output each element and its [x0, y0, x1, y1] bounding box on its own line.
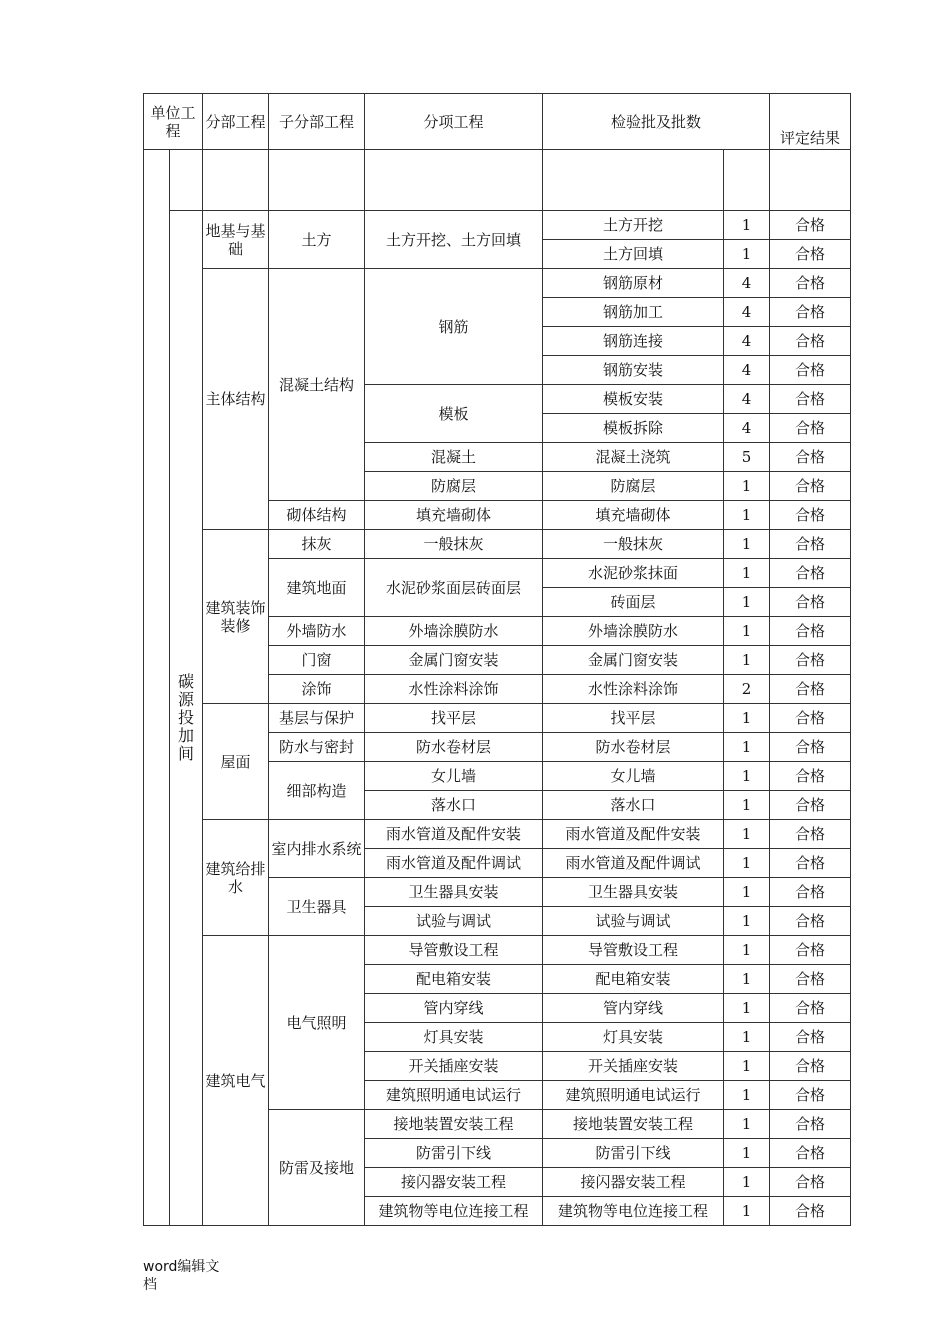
result-cell: 合格 [770, 1139, 851, 1168]
count-cell: 1 [724, 530, 770, 559]
item-cell: 一般抹灰 [365, 530, 543, 559]
result-cell: 合格 [770, 1081, 851, 1110]
item-cell: 接地装置安装工程 [365, 1110, 543, 1139]
subdivision-cell: 卫生器具 [269, 878, 365, 936]
division-cell: 屋面 [203, 704, 269, 820]
result-cell: 合格 [770, 646, 851, 675]
item-cell: 水泥砂浆面层砖面层 [365, 559, 543, 617]
count-cell: 1 [724, 994, 770, 1023]
result-cell: 合格 [770, 791, 851, 820]
batch-cell: 管内穿线 [543, 994, 724, 1023]
result-cell: 合格 [770, 356, 851, 385]
result-cell: 合格 [770, 269, 851, 298]
count-cell: 1 [724, 704, 770, 733]
subdivision-cell: 建筑地面 [269, 559, 365, 617]
count-cell: 1 [724, 733, 770, 762]
batch-cell: 模板安装 [543, 385, 724, 414]
count-cell: 1 [724, 791, 770, 820]
result-cell: 合格 [770, 588, 851, 617]
count-cell: 1 [724, 1081, 770, 1110]
header-subdivision: 子分部工程 [269, 94, 365, 150]
blank-row [144, 150, 851, 211]
count-cell: 1 [724, 1023, 770, 1052]
count-cell: 1 [724, 849, 770, 878]
item-cell: 金属门窗安装 [365, 646, 543, 675]
batch-cell: 金属门窗安装 [543, 646, 724, 675]
count-cell: 1 [724, 907, 770, 936]
item-cell: 建筑物等电位连接工程 [365, 1197, 543, 1226]
subdivision-cell: 抹灰 [269, 530, 365, 559]
result-cell: 合格 [770, 1197, 851, 1226]
table-row [144, 530, 851, 559]
batch-cell: 防水卷材层 [543, 733, 724, 762]
count-cell: 1 [724, 211, 770, 240]
table-row [144, 211, 851, 240]
header-unit: 单位工程 [144, 94, 203, 150]
header-division: 分部工程 [203, 94, 269, 150]
batch-cell: 钢筋加工 [543, 298, 724, 327]
batch-cell: 一般抹灰 [543, 530, 724, 559]
result-cell: 合格 [770, 617, 851, 646]
item-cell: 防腐层 [365, 472, 543, 501]
result-cell: 合格 [770, 1110, 851, 1139]
count-cell: 1 [724, 501, 770, 530]
table-row [144, 269, 851, 298]
header-row [144, 94, 851, 150]
batch-cell: 卫生器具安装 [543, 878, 724, 907]
batch-cell: 女儿墙 [543, 762, 724, 791]
batch-cell: 钢筋安装 [543, 356, 724, 385]
division-cell: 建筑给排水 [203, 820, 269, 936]
item-cell: 找平层 [365, 704, 543, 733]
batch-cell: 水性涂料涂饰 [543, 675, 724, 704]
batch-cell: 雨水管道及配件调试 [543, 849, 724, 878]
division-cell: 建筑装饰装修 [203, 530, 269, 704]
count-cell: 1 [724, 878, 770, 907]
count-cell: 1 [724, 617, 770, 646]
blank-cell [543, 150, 724, 211]
count-cell: 1 [724, 559, 770, 588]
subdivision-cell: 细部构造 [269, 762, 365, 820]
item-cell: 试验与调试 [365, 907, 543, 936]
result-cell: 合格 [770, 240, 851, 269]
result-cell: 合格 [770, 907, 851, 936]
batch-cell: 砖面层 [543, 588, 724, 617]
count-cell: 1 [724, 1052, 770, 1081]
subdivision-cell: 外墙防水 [269, 617, 365, 646]
batch-cell: 钢筋连接 [543, 327, 724, 356]
subdivision-cell: 门窗 [269, 646, 365, 675]
result-cell: 合格 [770, 385, 851, 414]
item-cell: 雨水管道及配件安装 [365, 820, 543, 849]
batch-cell: 土方回填 [543, 240, 724, 269]
count-cell: 2 [724, 675, 770, 704]
result-cell: 合格 [770, 414, 851, 443]
item-cell: 卫生器具安装 [365, 878, 543, 907]
subdivision-cell: 电气照明 [269, 936, 365, 1110]
count-cell: 1 [724, 1168, 770, 1197]
subdivision-cell: 防水与密封 [269, 733, 365, 762]
result-cell: 合格 [770, 327, 851, 356]
batch-cell: 灯具安装 [543, 1023, 724, 1052]
result-cell: 合格 [770, 530, 851, 559]
batch-cell: 导管敷设工程 [543, 936, 724, 965]
item-cell: 落水口 [365, 791, 543, 820]
count-cell: 1 [724, 1197, 770, 1226]
blank-cell [770, 150, 851, 211]
result-cell: 合格 [770, 1168, 851, 1197]
item-cell: 防水卷材层 [365, 733, 543, 762]
item-cell: 开关插座安装 [365, 1052, 543, 1081]
batch-cell: 雨水管道及配件安装 [543, 820, 724, 849]
item-cell: 配电箱安装 [365, 965, 543, 994]
item-cell: 接闪器安装工程 [365, 1168, 543, 1197]
item-cell: 钢筋 [365, 269, 543, 385]
batch-cell: 配电箱安装 [543, 965, 724, 994]
batch-cell: 混凝土浇筑 [543, 443, 724, 472]
header-batch: 检验批及批数 [543, 94, 770, 150]
result-cell: 合格 [770, 559, 851, 588]
subdivision-cell: 混凝土结构 [269, 269, 365, 501]
count-cell: 4 [724, 385, 770, 414]
subdivision-cell: 防雷及接地 [269, 1110, 365, 1226]
item-cell: 导管敷设工程 [365, 936, 543, 965]
subdivision-cell: 砌体结构 [269, 501, 365, 530]
result-cell: 合格 [770, 878, 851, 907]
item-cell: 灯具安装 [365, 1023, 543, 1052]
count-cell: 1 [724, 1139, 770, 1168]
result-cell: 合格 [770, 936, 851, 965]
batch-cell: 外墙涂膜防水 [543, 617, 724, 646]
result-cell: 合格 [770, 472, 851, 501]
table-row [144, 936, 851, 965]
division-cell: 建筑电气 [203, 936, 269, 1226]
footer-note: word编辑文档 [143, 1259, 220, 1293]
result-cell: 合格 [770, 1023, 851, 1052]
batch-cell: 接闪器安装工程 [543, 1168, 724, 1197]
item-cell: 建筑照明通电试运行 [365, 1081, 543, 1110]
result-cell: 合格 [770, 675, 851, 704]
batch-cell: 钢筋原材 [543, 269, 724, 298]
header-item: 分项工程 [365, 94, 543, 150]
item-cell: 管内穿线 [365, 994, 543, 1023]
item-cell: 混凝土 [365, 443, 543, 472]
item-cell: 外墙涂膜防水 [365, 617, 543, 646]
item-cell: 填充墙砌体 [365, 501, 543, 530]
batch-cell: 开关插座安装 [543, 1052, 724, 1081]
batch-cell: 找平层 [543, 704, 724, 733]
result-cell: 合格 [770, 704, 851, 733]
count-cell: 1 [724, 936, 770, 965]
unit-outer-cell [144, 150, 170, 1226]
result-cell: 合格 [770, 820, 851, 849]
result-cell: 合格 [770, 211, 851, 240]
subdivision-cell: 土方 [269, 211, 365, 269]
count-cell: 4 [724, 298, 770, 327]
unit-name: 碳 源 投 加 间 [170, 211, 203, 1226]
result-cell: 合格 [770, 1052, 851, 1081]
count-cell: 1 [724, 646, 770, 675]
item-cell: 女儿墙 [365, 762, 543, 791]
table-row [144, 820, 851, 849]
blank-cell [170, 150, 203, 211]
batch-cell: 建筑物等电位连接工程 [543, 1197, 724, 1226]
count-cell: 5 [724, 443, 770, 472]
blank-cell [365, 150, 543, 211]
batch-cell: 建筑照明通电试运行 [543, 1081, 724, 1110]
count-cell: 1 [724, 762, 770, 791]
batch-cell: 防雷引下线 [543, 1139, 724, 1168]
table-row [144, 704, 851, 733]
count-cell: 4 [724, 356, 770, 385]
batch-cell: 填充墙砌体 [543, 501, 724, 530]
count-cell: 1 [724, 1110, 770, 1139]
item-cell: 水性涂料涂饰 [365, 675, 543, 704]
item-cell: 雨水管道及配件调试 [365, 849, 543, 878]
division-cell: 主体结构 [203, 269, 269, 530]
count-cell: 4 [724, 269, 770, 298]
result-cell: 合格 [770, 849, 851, 878]
blank-cell [724, 150, 770, 211]
count-cell: 1 [724, 820, 770, 849]
count-cell: 1 [724, 472, 770, 501]
blank-cell [269, 150, 365, 211]
result-cell: 合格 [770, 733, 851, 762]
item-cell: 模板 [365, 385, 543, 443]
item-cell: 防雷引下线 [365, 1139, 543, 1168]
header-result: 评定结果 [770, 94, 851, 150]
result-cell: 合格 [770, 443, 851, 472]
inspection-table [143, 93, 851, 1226]
subdivision-cell: 基层与保护 [269, 704, 365, 733]
result-cell: 合格 [770, 762, 851, 791]
division-cell: 地基与基础 [203, 211, 269, 269]
count-cell: 1 [724, 965, 770, 994]
result-cell: 合格 [770, 994, 851, 1023]
count-cell: 4 [724, 414, 770, 443]
blank-cell [203, 150, 269, 211]
count-cell: 4 [724, 327, 770, 356]
batch-cell: 试验与调试 [543, 907, 724, 936]
count-cell: 1 [724, 240, 770, 269]
result-cell: 合格 [770, 298, 851, 327]
subdivision-cell: 室内排水系统 [269, 820, 365, 878]
item-cell: 土方开挖、土方回填 [365, 211, 543, 269]
result-cell: 合格 [770, 965, 851, 994]
subdivision-cell: 涂饰 [269, 675, 365, 704]
batch-cell: 模板拆除 [543, 414, 724, 443]
batch-cell: 土方开挖 [543, 211, 724, 240]
batch-cell: 防腐层 [543, 472, 724, 501]
batch-cell: 水泥砂浆抹面 [543, 559, 724, 588]
count-cell: 1 [724, 588, 770, 617]
batch-cell: 落水口 [543, 791, 724, 820]
result-cell: 合格 [770, 501, 851, 530]
batch-cell: 接地装置安装工程 [543, 1110, 724, 1139]
